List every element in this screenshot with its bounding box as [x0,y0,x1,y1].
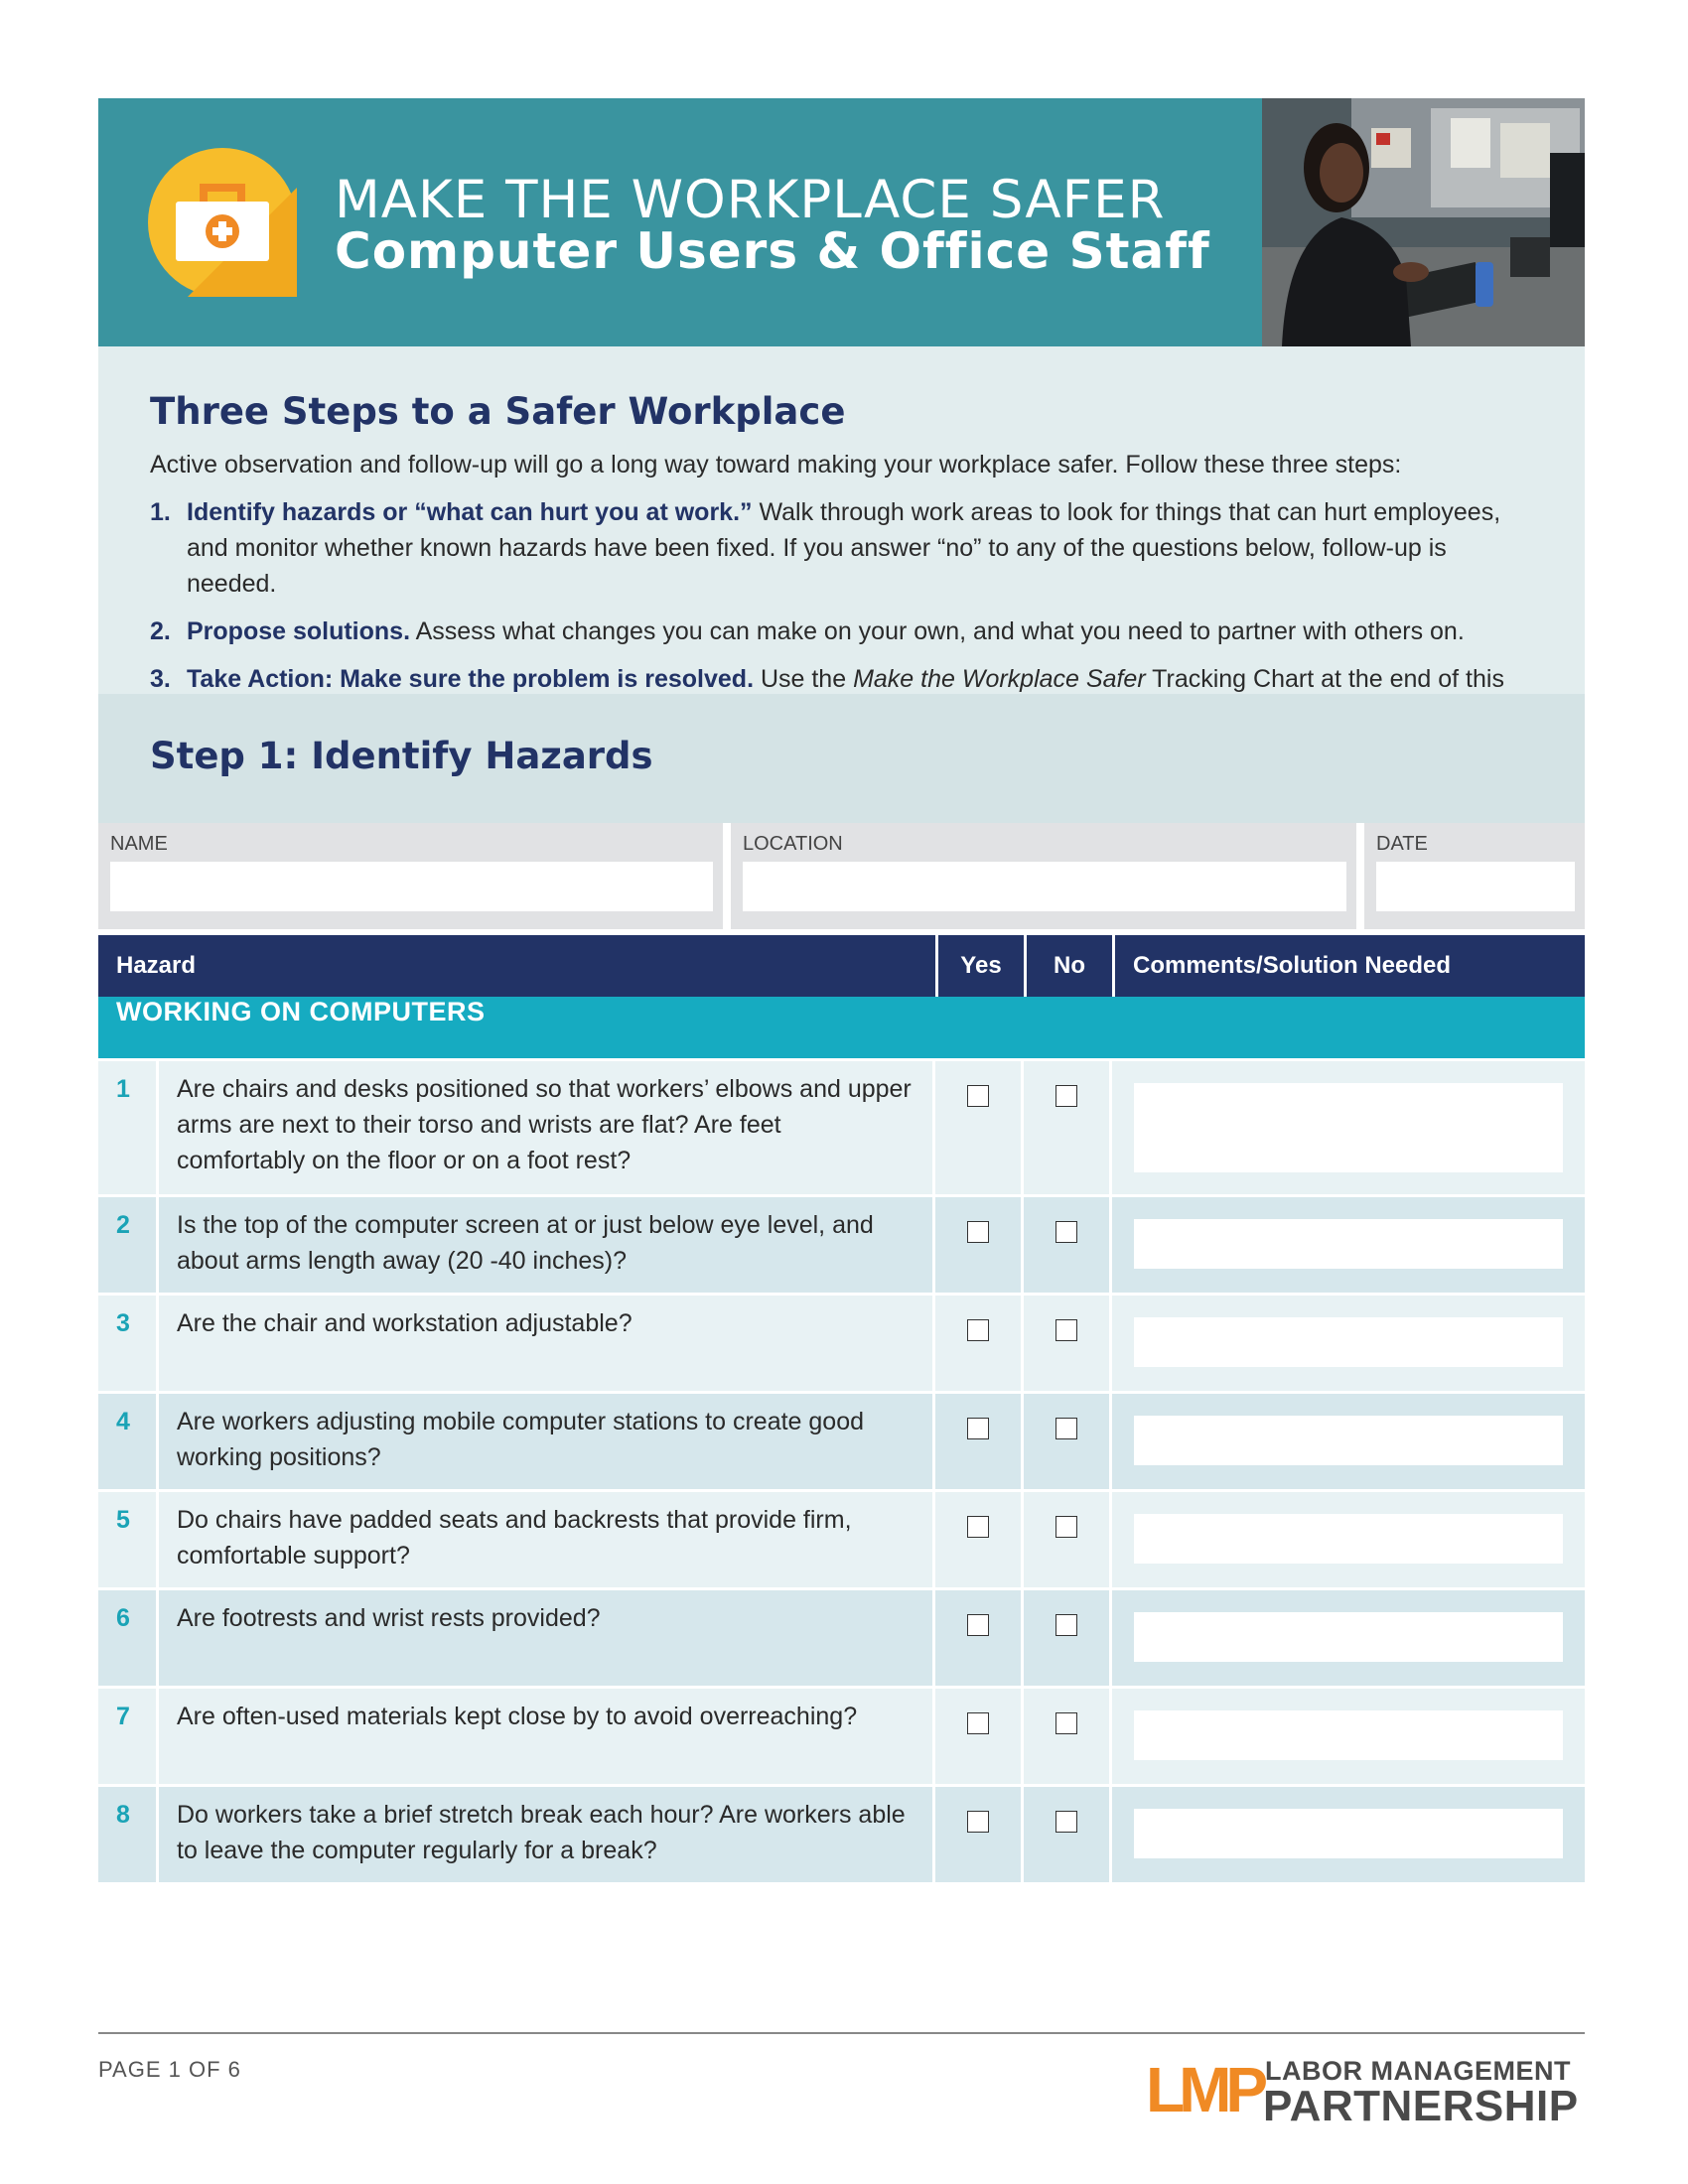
row-question: Are the chair and workstation adjustable? [159,1293,935,1391]
row-number: 5 [98,1489,159,1587]
yes-cell [935,1058,1024,1194]
no-checkbox[interactable] [1055,1418,1077,1439]
table-row [98,1489,1585,1587]
no-checkbox[interactable] [1055,1319,1077,1341]
comments-cell [1112,1391,1585,1489]
hazard-table [98,935,1585,1882]
location-label: LOCATION [743,833,843,855]
step-text: Tracking Chart at the end of this [1152,665,1504,693]
no-checkbox[interactable] [1055,1811,1077,1833]
table-row [98,1784,1585,1882]
no-header: No [1024,935,1112,997]
comments-cell [1112,1686,1585,1784]
intro-paragraph: Active observation and follow-up will go a long way toward making your workplace safer. Follow these three steps: [150,451,1402,478]
location-input[interactable] [743,862,1346,911]
no-cell [1024,1784,1112,1882]
table-row [98,1391,1585,1489]
row-question: Are often-used materials kept close by to avoid overreaching? [159,1686,935,1784]
document-page [98,98,1585,1882]
step-text: Assess what changes you can make on your own, and what you need to partner with others on. [410,617,1465,645]
comments-cell [1112,1194,1585,1293]
no-cell [1024,1194,1112,1293]
row-question: Is the top of the computer screen at or just below eye level, and about arms length away (20 -40 inches)? [159,1194,935,1293]
comments-cell [1112,1293,1585,1391]
step1-banner [98,694,1585,823]
no-cell [1024,1587,1112,1686]
comments-cell [1112,1058,1585,1194]
yes-cell [935,1784,1024,1882]
row-question: Are workers adjusting mobile computer stations to create good working positions? [159,1391,935,1489]
row-number: 3 [98,1293,159,1391]
page-number: PAGE 1 OF 6 [98,2057,241,2082]
row-question: Are footrests and wrist rests provided? [159,1587,935,1686]
yes-checkbox[interactable] [967,1418,989,1439]
comments-input[interactable] [1134,1083,1563,1172]
yes-cell [935,1489,1024,1587]
comments-cell [1112,1489,1585,1587]
no-cell [1024,1391,1112,1489]
yes-checkbox[interactable] [967,1319,989,1341]
intro-section [98,346,1585,694]
step-text: Walk through work areas to look for things that can hurt employees, and monitor whether known hazards have been fixed. If you answer “no” to any of the questions below, follow-up is needed. [187,498,1501,598]
no-checkbox[interactable] [1055,1085,1077,1107]
row-number: 6 [98,1587,159,1686]
comments-input[interactable] [1134,1809,1563,1858]
yes-cell [935,1293,1024,1391]
yes-cell [935,1686,1024,1784]
row-number: 1 [98,1058,159,1194]
hazard-header: Hazard [98,935,935,997]
footer-divider [98,2032,1585,2034]
yes-checkbox[interactable] [967,1085,989,1107]
table-row [98,1293,1585,1391]
comments-input[interactable] [1134,1416,1563,1465]
name-field-group [98,823,723,929]
step1-heading: Step 1: Identify Hazards [150,735,653,777]
logo-line-1: LABOR MANAGEMENT [1265,2056,1571,2086]
row-question: Do chairs have padded seats and backrests that provide firm, comfortable support? [159,1489,935,1587]
no-checkbox[interactable] [1055,1712,1077,1734]
title-line-1: MAKE THE WORKPLACE SAFER [335,170,1166,230]
step-lead: Take Action: Make sure the problem is resolved. [187,665,755,693]
date-input[interactable] [1376,862,1575,911]
comments-cell [1112,1784,1585,1882]
row-number: 7 [98,1686,159,1784]
row-number: 4 [98,1391,159,1489]
comments-input[interactable] [1134,1219,1563,1269]
yes-cell [935,1391,1024,1489]
date-label: DATE [1376,833,1428,855]
table-header-row [98,935,1585,997]
yes-header: Yes [935,935,1024,997]
yes-cell [935,1194,1024,1293]
step-text: Use the [754,665,854,693]
no-checkbox[interactable] [1055,1516,1077,1538]
step-number: 2. [150,617,171,645]
form-fields [98,823,1585,929]
step-number: 1. [150,498,171,526]
section-row [98,997,1585,1058]
name-input[interactable] [110,862,713,911]
office-worker-photo [1262,98,1585,346]
yes-cell [935,1587,1024,1686]
section-title: WORKING ON COMPUTERS [98,997,1585,1058]
no-cell [1024,1686,1112,1784]
yes-checkbox[interactable] [967,1614,989,1636]
yes-checkbox[interactable] [967,1712,989,1734]
step-number: 3. [150,665,171,693]
table-row [98,1587,1585,1686]
lmp-logo-mark-icon [1146,2054,1263,2125]
no-checkbox[interactable] [1055,1614,1077,1636]
yes-checkbox[interactable] [967,1516,989,1538]
comments-cell [1112,1587,1585,1686]
no-cell [1024,1489,1112,1587]
table-row [98,1686,1585,1784]
logo-mark-text: LMP [1146,2054,1263,2125]
comments-input[interactable] [1134,1514,1563,1564]
no-cell [1024,1293,1112,1391]
step-lead: Propose solutions. [187,617,411,645]
title-line-2: Computer Users & Office Staff [335,222,1210,280]
step-lead: Identify hazards or “what can hurt you at work.” [187,498,753,526]
location-field-group [731,823,1356,929]
comments-input[interactable] [1134,1317,1563,1367]
logo-line-2: PARTNERSHIP [1263,2082,1579,2130]
first-aid-kit-icon [148,148,297,297]
header-banner [98,98,1585,346]
no-cell [1024,1058,1112,1194]
comments-header: Comments/Solution Needed [1112,935,1585,997]
row-question: Do workers take a brief stretch break each hour? Are workers able to leave the computer regularly for a break? [159,1784,935,1882]
step-item [150,494,1535,602]
name-label: NAME [110,833,168,855]
yes-checkbox[interactable] [967,1221,989,1243]
row-question: Are chairs and desks positioned so that workers’ elbows and upper arms are next to their torso and wrists are flat? Are feet comfortably on the floor or on a foot rest? [159,1058,935,1194]
date-field-group [1364,823,1585,929]
comments-input[interactable] [1134,1710,1563,1760]
table-row [98,1058,1585,1194]
comments-input[interactable] [1134,1612,1563,1662]
yes-checkbox[interactable] [967,1811,989,1833]
intro-heading: Three Steps to a Safer Workplace [150,390,846,433]
lmp-logo [1146,2054,1585,2130]
step-text-italic: Make the Workplace Safer [853,665,1146,693]
row-number: 8 [98,1784,159,1882]
step-item [150,614,1535,649]
table-row [98,1194,1585,1293]
no-checkbox[interactable] [1055,1221,1077,1243]
row-number: 2 [98,1194,159,1293]
